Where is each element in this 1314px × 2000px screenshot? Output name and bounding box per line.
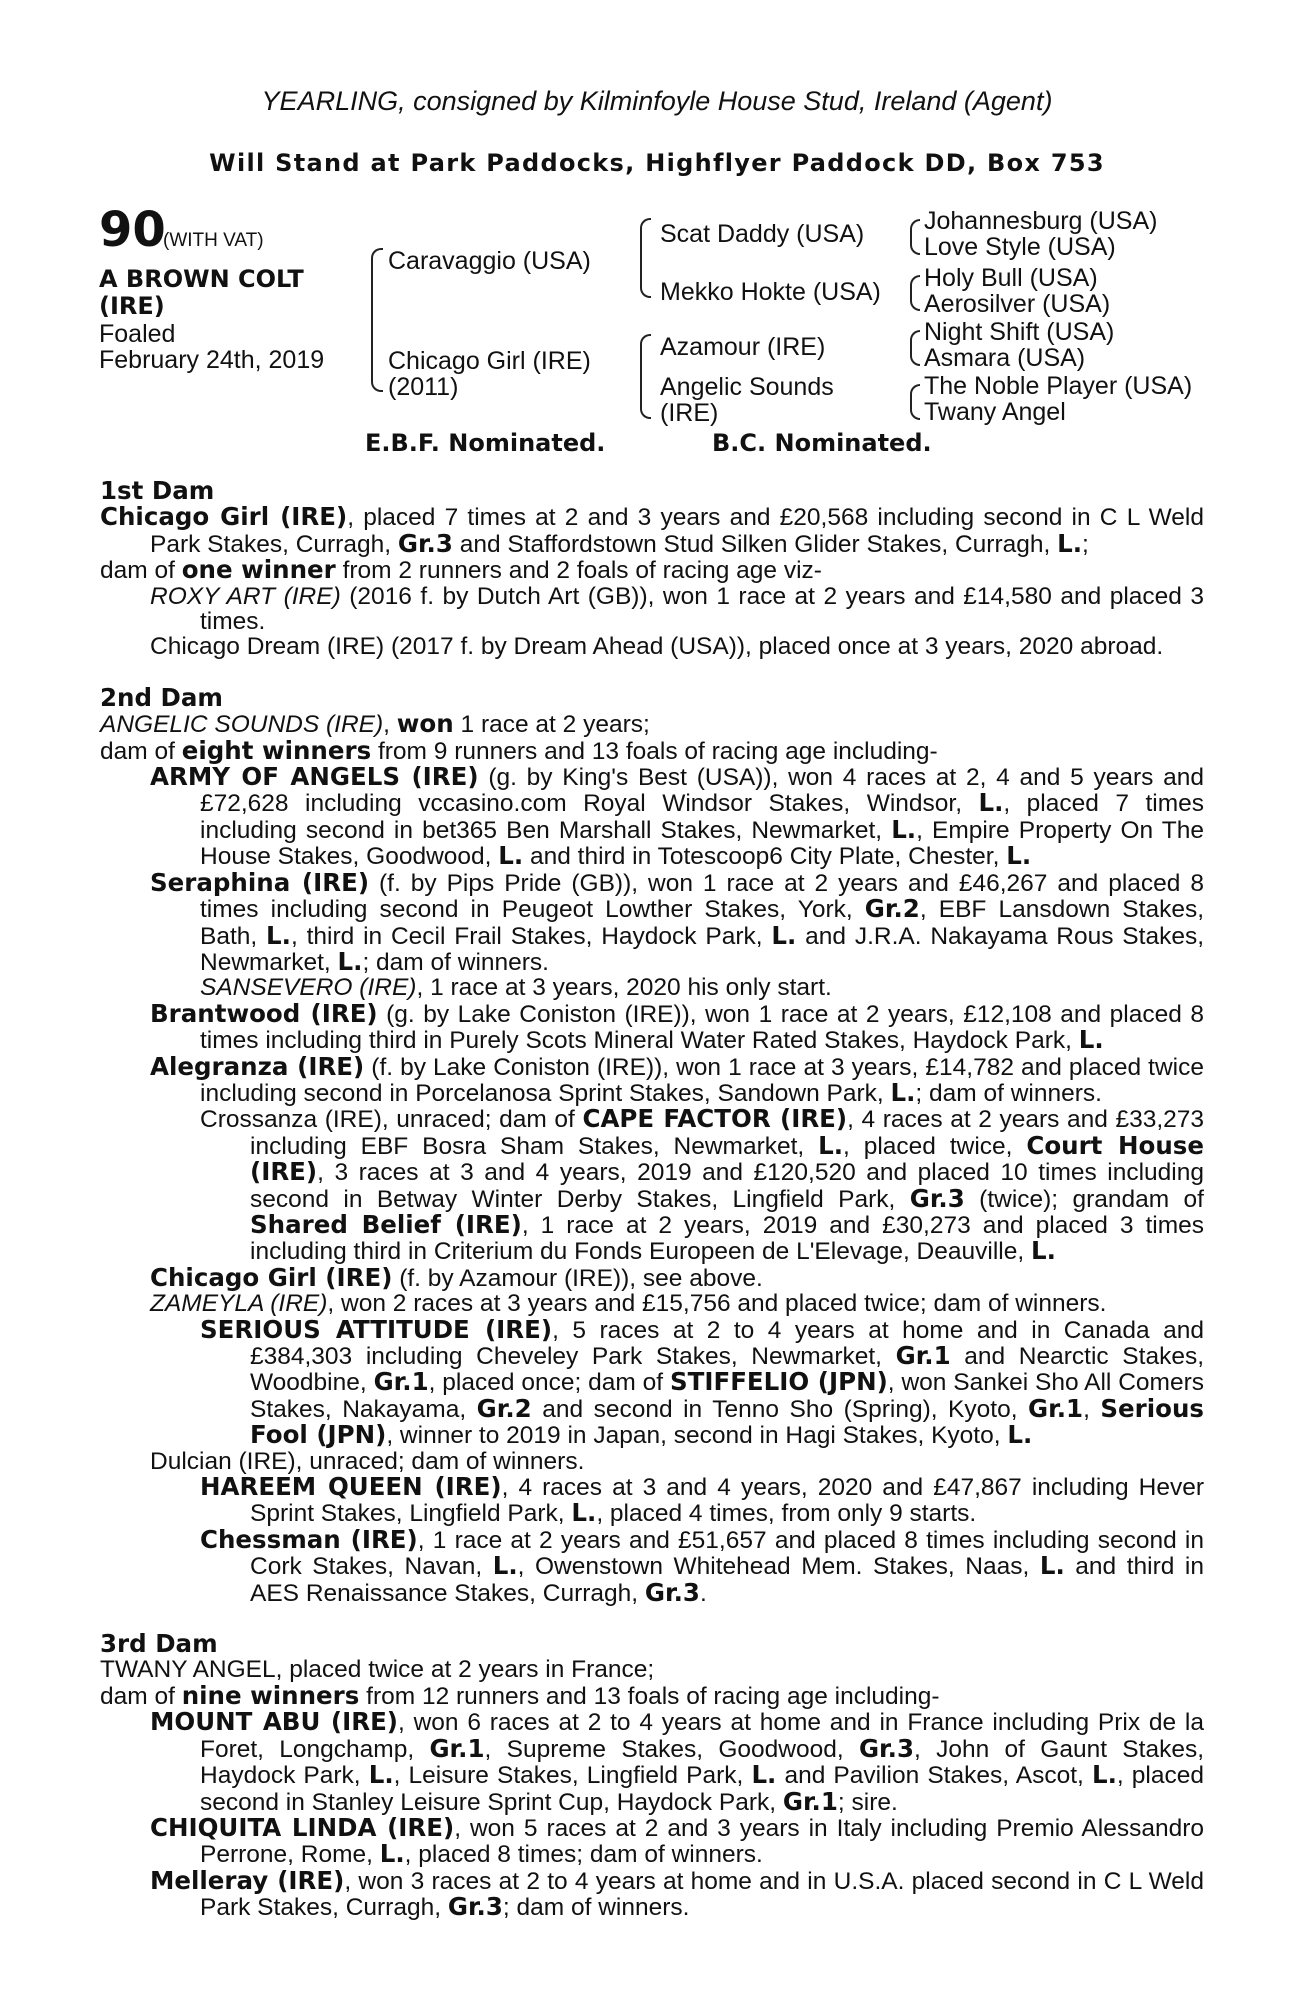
text-run: , 1 race at 2 years and £51,657 and placed 8 times including second in Cork Stakes, Navan, — [250, 1526, 1204, 1581]
dam-year: (2011) — [388, 373, 459, 401]
text-run: L. — [978, 788, 1004, 818]
text-run: , 1 race at 2 years, 2019 and £30,273 and placed 3 times including third in Criterium du Fonds Europeen de L'Elevage, Deauville, — [250, 1211, 1205, 1266]
consignor-line: YEARLING, consigned by Kilminfoyle House Stud, Ireland (Agent) — [261, 86, 1053, 116]
sire-sire-name: Scat Daddy (USA) — [660, 220, 865, 248]
text-run: dam of — [100, 737, 182, 765]
text-run: . — [699, 1579, 707, 1607]
text-run: , EBF Lansdown Stakes, Bath, — [200, 896, 1205, 950]
produce-entry — [100, 584, 1204, 635]
text-run: (f. by Pips Pride (GB)), won 1 race at 2 years and £46,267 and placed 8 times including second in Peugeot Lowther Stakes, York, — [200, 869, 1204, 924]
text-run: SANSEVERO (IRE) — [200, 974, 417, 1002]
text-run: and Staffordstown Stud Silken Glider Stakes, Curragh, — [452, 530, 1058, 558]
text-run: , placed 4 times, from only 9 starts. — [596, 1500, 977, 1528]
text-run: and third in Totescoop6 City Plate, Chester, — [523, 843, 1007, 871]
text-run: Alegranza (IRE) — [150, 1051, 365, 1081]
foaled-date: February 24th, 2019 — [99, 346, 325, 374]
text-run: Crossanza (IRE), unraced; dam of — [200, 1106, 583, 1134]
sire-name: Caravaggio (USA) — [388, 247, 591, 275]
produce-entry — [100, 1449, 1204, 1474]
text-run: Serious Fool (JPN) — [250, 1393, 1205, 1450]
text-run: Chessman (IRE) — [200, 1524, 418, 1554]
produce-entry — [100, 1474, 1204, 1527]
produce-entry — [100, 1812, 1204, 1869]
text-run: Dulcian (IRE), unraced; dam of winners. — [150, 1447, 585, 1475]
dam-name: Chicago Girl (IRE) — [388, 347, 591, 375]
text-run: , placed 8 times; dam of winners. — [404, 1841, 763, 1869]
dam-sire-name: Azamour (IRE) — [660, 333, 826, 361]
text-run: nine winners — [181, 1680, 360, 1710]
granddam-2: Aerosilver (USA) — [924, 290, 1111, 318]
text-run: 1 race at 2 years; — [453, 711, 650, 739]
pedigree-brace-dam — [371, 348, 383, 392]
text-run: L. — [818, 1130, 844, 1160]
horse-origin: (IRE) — [99, 292, 165, 320]
vat-note: (WITH VAT) — [163, 230, 264, 251]
text-run: ; — [1082, 530, 1089, 558]
text-run: Gr.3 — [909, 1183, 965, 1213]
text-run: from 12 runners and 13 foals of racing age including- — [359, 1682, 940, 1710]
pedigree-brace-3f — [910, 346, 920, 366]
pedigree-brace-2c — [640, 334, 651, 374]
produce-entry — [100, 1051, 1204, 1107]
text-run: L. — [1007, 1420, 1033, 1450]
second-dam-record — [100, 711, 1204, 737]
text-run: L. — [498, 841, 524, 871]
dam-dam-origin: (IRE) — [660, 399, 719, 427]
text-run: L. — [337, 946, 363, 976]
text-run: CHIQUITA LINDA (IRE) — [150, 1812, 455, 1842]
lot-number: 90 — [99, 202, 166, 258]
pedigree-brace-2d — [640, 372, 651, 419]
text-run: L. — [751, 1760, 777, 1790]
text-run: Gr.3 — [447, 1892, 503, 1922]
produce-entry — [100, 1709, 1204, 1815]
text-run: SERIOUS ATTITUDE (IRE) — [200, 1314, 553, 1344]
text-run: , won 2 races at 3 years and £15,756 and placed twice; dam of winners. — [327, 1290, 1107, 1318]
text-run: Gr.1 — [895, 1341, 951, 1370]
granddam-3: Asmara (USA) — [924, 344, 1086, 372]
produce-entry — [100, 1106, 1204, 1264]
text-run: (2016 f. by Dutch Art (GB)), won 1 race at 2 years and £14,580 and placed 3 times. — [200, 582, 1205, 636]
text-run: Gr.2 — [864, 894, 920, 924]
text-run: ARMY OF ANGELS (IRE) — [150, 762, 479, 792]
text-run: , 5 races at 2 to 4 years at home and in Canada and £384,303 including Cheveley Park Stakes, Newmarket, — [250, 1316, 1204, 1370]
text-run: from 2 runners and 2 foals of racing age viz- — [335, 557, 822, 585]
text-run: L. — [891, 814, 917, 844]
text-run: TWANY ANGEL, placed twice at 2 years in France; — [100, 1656, 655, 1684]
text-run: , 1 race at 3 years, 2020 his only start. — [416, 974, 832, 1002]
produce-entry — [100, 867, 1205, 976]
granddam-4: Twany Angel — [924, 398, 1066, 426]
text-run: L. — [890, 1077, 916, 1107]
text-run: and Nearctic Stakes, Woodbine, — [250, 1343, 1205, 1397]
foaled-label: Foaled — [99, 320, 176, 348]
pedigree-brace-3b — [910, 235, 920, 255]
text-run: L. — [492, 1551, 518, 1581]
produce-entry — [100, 1262, 1204, 1292]
text-run: , won 3 races at 2 to 4 years at home and in U.S.A. placed second in C L Weld Park Stakes, Curragh, — [200, 1867, 1204, 1922]
text-run: L. — [1057, 528, 1083, 558]
text-run: L. — [379, 1839, 405, 1869]
stand-location: Will Stand at Park Paddocks, Highflyer Paddock DD, Box 753 — [209, 149, 1105, 177]
text-run: , Owenstown Whitehead Mem. Stakes, Naas, — [517, 1553, 1040, 1581]
text-run: , third in Cecil Frail Stakes, Haydock Park, — [290, 922, 772, 950]
text-run: (g. by Lake Coniston (IRE)), won 1 race at 2 years, £12,108 and placed 8 times including third in Purely Scots Mineral Water Rated Stakes, Haydock Park, — [200, 1000, 1204, 1055]
text-run: HAREEM QUEEN (IRE) — [200, 1472, 502, 1502]
text-run: , placed 7 times including second in bet365 Ben Marshall Stakes, Newmarket, — [200, 790, 1204, 844]
third-dam-produce-summary — [100, 1680, 1204, 1710]
produce-entry — [100, 1291, 1204, 1316]
grandsire-2: Holy Bull (USA) — [924, 264, 1098, 292]
produce-entry — [100, 764, 1204, 870]
text-run: (twice); grandam of — [964, 1185, 1204, 1213]
text-run: ; sire. — [837, 1788, 898, 1816]
text-run: ROXY ART (IRE) — [150, 582, 341, 610]
grandsire-1: Johannesburg (USA) — [924, 207, 1158, 235]
text-run: L. — [1006, 841, 1032, 871]
text-run: L. — [771, 920, 797, 950]
second-dam-heading: 2nd Dam — [100, 682, 223, 712]
text-run: STIFFELIO (JPN) — [669, 1367, 888, 1397]
text-run: , Supreme Stakes, Goodwood, — [484, 1735, 859, 1763]
third-dam-record — [100, 1657, 1204, 1682]
text-run: Shared Belief (IRE) — [250, 1209, 522, 1239]
text-run: dam of — [100, 557, 182, 585]
text-run: ; dam of winners. — [502, 1894, 690, 1922]
text-run: Court House (IRE) — [250, 1130, 1204, 1187]
text-run: L. — [1030, 1236, 1056, 1266]
text-run: , — [383, 711, 397, 739]
produce-entry — [100, 1314, 1205, 1450]
text-run: , placed 7 times at 2 and 3 years and £20,568 including second in C L Weld Park Stakes, Curragh, — [150, 504, 1204, 558]
grandsire-3: Night Shift (USA) — [924, 318, 1115, 346]
second-dam-produce-summary — [100, 735, 1204, 765]
text-run: , placed second in Stanley Leisure Sprint Cup, Haydock Park, — [200, 1762, 1204, 1816]
text-run: L. — [1039, 1551, 1065, 1581]
text-run: L. — [1078, 1025, 1104, 1055]
text-run: , placed twice, — [843, 1132, 1027, 1160]
text-run: , Empire Property On The House Stakes, Goodwood, — [200, 816, 1205, 871]
produce-entry — [100, 975, 1204, 1000]
text-run: Gr.1 — [429, 1733, 485, 1763]
text-run: , won 6 races at 2 to 4 years at home and in France including Prix de la Foret, Longchamp, — [200, 1709, 1204, 1763]
sire-dam-name: Mekko Hokte (USA) — [660, 278, 881, 306]
text-run: Brantwood (IRE) — [150, 998, 378, 1028]
text-run: Gr.3 — [858, 1733, 914, 1763]
text-run: (g. by King's Best (USA)), won 4 races at 2, 4 and 5 years and £72,628 including vccasino.com Royal Windsor Stakes, Windsor, — [200, 764, 1205, 818]
text-run: Gr.1 — [373, 1367, 429, 1397]
text-run: L. — [266, 920, 291, 950]
text-run: Chicago Dream (IRE) (2017 f. by Dream Ahead (USA)), placed once at 3 years, 2020 abroad. — [150, 633, 1164, 661]
grandsire-4: The Noble Player (USA) — [924, 372, 1193, 400]
text-run: , winner to 2019 in Japan, second in Hagi Stakes, Kyoto, — [386, 1422, 1008, 1450]
text-run: , John of Gaunt Stakes, Haydock Park, — [200, 1735, 1205, 1790]
text-run: , Leisure Stakes, Lingfield Park, — [393, 1762, 752, 1790]
text-run: , — [1083, 1395, 1101, 1423]
pedigree-brace-3h — [910, 400, 920, 420]
text-run: CAPE FACTOR (IRE) — [582, 1104, 848, 1134]
pedigree-brace-2a — [640, 218, 651, 258]
text-run: and Pavilion Stakes, Ascot, — [776, 1762, 1092, 1790]
text-run: and third in AES Renaissance Stakes, Curragh, — [250, 1553, 1204, 1607]
bc-nominated: B.C. Nominated. — [712, 429, 932, 457]
produce-entry — [100, 1524, 1204, 1607]
text-run: , placed once; dam of — [428, 1369, 670, 1397]
text-run: Seraphina (IRE) — [150, 867, 370, 897]
text-run: , 3 races at 3 and 4 years, 2019 and £120,520 and placed 10 times including second in Betway Winter Derby Stakes, Lingfield Park, — [250, 1159, 1204, 1213]
text-run: Gr.3 — [397, 528, 453, 558]
text-run: MOUNT ABU (IRE) — [150, 1707, 398, 1737]
text-run: Gr.2 — [476, 1393, 532, 1423]
text-run: won — [396, 709, 454, 739]
dam-race-record — [100, 504, 1204, 557]
text-run: and J.R.A. Nakayama Rous Stakes, Newmarket, — [200, 922, 1204, 976]
produce-entry — [100, 1865, 1204, 1922]
text-run: Gr.1 — [782, 1786, 838, 1816]
text-run: L. — [368, 1760, 394, 1790]
text-run: , 4 races at 3 and 4 years, 2020 and £47,867 including Hever Sprint Stakes, Lingfield Park, — [250, 1474, 1204, 1528]
text-run: (f. by Lake Coniston (IRE)), won 1 race at 3 years, £14,782 and placed twice including second in Porcelanosa Sprint Stakes, Sandown Park, — [200, 1053, 1204, 1107]
pedigree-brace-sire — [371, 248, 383, 350]
third-dam-heading: 3rd Dam — [100, 1629, 218, 1659]
text-run: Melleray (IRE) — [150, 1865, 345, 1895]
text-run: ANGELIC SOUNDS (IRE) — [100, 711, 384, 739]
dam-produce-summary — [100, 557, 1204, 583]
text-run: L. — [1091, 1760, 1117, 1790]
text-run: Chicago Girl (IRE) — [100, 502, 348, 532]
produce-entry — [100, 998, 1204, 1055]
text-run: (f. by Azamour (IRE)), see above. — [392, 1264, 763, 1292]
text-run: L. — [571, 1498, 597, 1528]
text-run: Gr.3 — [644, 1577, 700, 1607]
horse-description: A BROWN COLT — [99, 265, 304, 293]
text-run: Chicago Girl (IRE) — [150, 1262, 393, 1292]
text-run: Gr.1 — [1028, 1393, 1084, 1423]
text-run: dam of — [100, 1682, 182, 1710]
text-run: , won Sankei Sho All Comers Stakes, Nakayama, — [250, 1369, 1204, 1423]
pedigree-brace-2b — [640, 256, 651, 298]
text-run: ; dam of winners. — [915, 1079, 1102, 1107]
text-run: , won 5 races at 2 and 3 years in Italy including Premio Alessandro Perrone, Rome, — [200, 1814, 1204, 1869]
text-run: from 9 runners and 13 foals of racing age including- — [371, 737, 938, 765]
text-run: eight winners — [181, 735, 372, 765]
ebf-nominated: E.B.F. Nominated. — [365, 429, 606, 457]
text-run: ; dam of winners. — [362, 948, 549, 976]
produce-entry — [100, 634, 1204, 659]
dam-dam-name: Angelic Sounds — [660, 373, 834, 401]
text-run: ZAMEYLA (IRE) — [150, 1290, 328, 1318]
first-dam-heading: 1st Dam — [100, 476, 215, 505]
granddam-1: Love Style (USA) — [924, 233, 1116, 261]
text-run: one winner — [181, 555, 336, 585]
text-run: , 4 races at 2 years and £33,273 including EBF Bosra Sham Stakes, Newmarket, — [250, 1106, 1205, 1160]
pedigree-brace-3d — [910, 291, 920, 311]
text-run: and second in Tenno Sho (Spring), Kyoto, — [531, 1395, 1029, 1423]
catalogue-body — [100, 478, 1204, 1921]
